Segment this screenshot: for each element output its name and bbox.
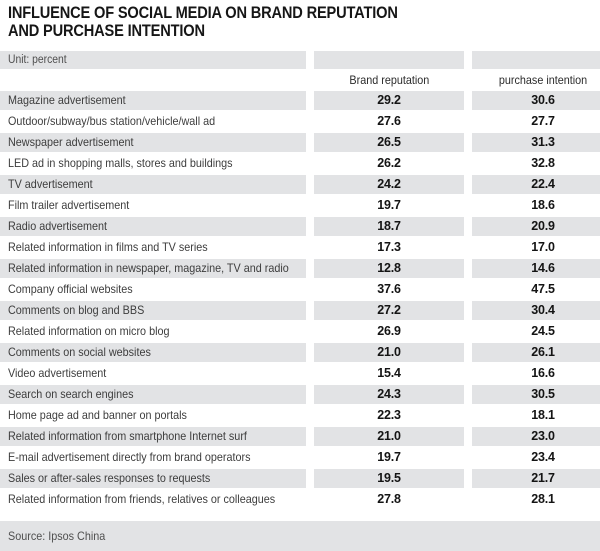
row-label [0,343,306,362]
table-row [0,133,600,152]
row-label [0,280,306,299]
row-label-text: Film trailer advertisement [8,198,130,212]
row-label-text: Radio advertisement [8,219,108,233]
table-row [0,469,600,488]
table-row [0,364,600,383]
brand-reputation-value: 15.4 [377,366,401,380]
table-row [0,385,600,404]
purchase-intention-value: 22.4 [472,175,600,194]
purchase-intention-value: 17.0 [531,240,555,254]
unit-band-segment [314,51,464,69]
row-label [0,322,306,341]
brand-reputation-value: 21.0 [314,343,464,362]
row-label-text: LED ad in shopping malls, stores and buildings [8,156,233,170]
row-label-text: Related information from smartphone Internet surf [8,429,247,443]
source-band [0,521,600,551]
unit-label: Unit: percent [8,54,67,66]
row-label-text: Related information on micro blog [8,324,170,338]
row-label-text: Newspaper advertisement [8,135,134,149]
purchase-intention-value: 28.1 [531,492,555,506]
table-row [0,343,600,362]
table-row [0,406,600,425]
row-label [0,448,306,467]
row-label-text: Company official websites [8,282,133,296]
title-line-2: AND PURCHASE INTENTION [8,21,205,40]
purchase-intention-value: 14.6 [472,259,600,278]
purchase-intention-value: 30.5 [472,385,600,404]
column-header-brand-reputation [314,69,464,91]
row-label-text: Video advertisement [8,366,107,380]
brand-reputation-value: 27.2 [314,301,464,320]
row-label-text: Outdoor/subway/bus station/vehicle/wall ad [8,114,216,128]
brand-reputation-value: 24.2 [314,175,464,194]
brand-reputation-value: 27.8 [377,492,401,506]
row-label [0,217,306,236]
row-label [0,196,306,215]
row-label-text: Sales or after-sales responses to requests [8,471,211,485]
purchase-intention-value: 30.6 [472,91,600,110]
brand-reputation-value: 26.5 [314,133,464,152]
table-row [0,448,600,467]
row-label [0,238,306,257]
row-label [0,301,306,320]
table-row [0,112,600,131]
table-row [0,175,600,194]
brand-reputation-value: 17.3 [377,240,401,254]
row-label [0,91,306,110]
brand-reputation-value: 19.5 [314,469,464,488]
purchase-intention-value: 20.9 [472,217,600,236]
purchase-intention-value: 23.0 [472,427,600,446]
column-header-row [0,69,600,91]
row-label [0,406,306,425]
row-label-text: Related information in newspaper, magazine, TV and radio [8,261,289,275]
source-label: Source: Ipsos China [8,529,106,543]
table-row [0,322,600,341]
table-row [0,196,600,215]
table-row [0,259,600,278]
row-label-text: Magazine advertisement [8,93,126,107]
purchase-intention-value: 18.6 [531,198,555,212]
purchase-intention-value: 32.8 [531,156,555,170]
row-label [0,133,306,152]
purchase-intention-value: 27.7 [531,114,555,128]
column-header-label: purchase intention [498,73,588,87]
row-label [0,259,306,278]
row-label [0,385,306,404]
purchase-intention-value: 16.6 [531,366,555,380]
row-label [0,490,306,509]
table-row [0,217,600,236]
row-label [0,427,306,446]
row-label [0,175,306,194]
unit-band [0,51,600,69]
brand-reputation-value: 29.2 [314,91,464,110]
column-header-empty [0,69,306,91]
row-label-text: Comments on social websites [8,345,151,359]
brand-reputation-value: 22.3 [377,408,401,422]
row-label-text: Comments on blog and BBS [8,303,145,317]
table-row [0,91,600,110]
brand-reputation-value: 19.7 [377,198,401,212]
table-row [0,238,600,257]
table-row [0,301,600,320]
brand-reputation-value: 27.6 [377,114,401,128]
purchase-intention-value: 24.5 [531,324,555,338]
brand-reputation-value: 37.6 [377,282,401,296]
brand-reputation-value: 26.2 [377,156,401,170]
row-label-text: E-mail advertisement directly from brand operators [8,450,251,464]
row-label-text: Related information in films and TV series [8,240,208,254]
table-rows [0,91,600,509]
purchase-intention-value: 47.5 [531,282,555,296]
brand-reputation-value: 12.8 [314,259,464,278]
unit-band-segment [472,51,600,69]
purchase-intention-value: 18.1 [531,408,555,422]
row-label [0,154,306,173]
row-label-text: Search on search engines [8,387,134,401]
column-header-purchase-intention [472,69,600,91]
brand-reputation-value: 26.9 [377,324,401,338]
table-row [0,490,600,509]
purchase-intention-value: 30.4 [472,301,600,320]
purchase-intention-value: 21.7 [472,469,600,488]
table-row [0,427,600,446]
purchase-intention-value: 26.1 [472,343,600,362]
purchase-intention-value: 23.4 [531,450,555,464]
row-label [0,364,306,383]
row-label-text: Related information from friends, relatives or colleagues [8,492,276,506]
brand-reputation-value: 18.7 [314,217,464,236]
brand-reputation-value: 21.0 [314,427,464,446]
row-label [0,112,306,131]
page-title [0,0,600,40]
row-label-text: TV advertisement [8,177,93,191]
row-label-text: Home page ad and banner on portals [8,408,187,422]
brand-reputation-value: 24.3 [314,385,464,404]
table-row [0,280,600,299]
purchase-intention-value: 31.3 [472,133,600,152]
title-line-1: INFLUENCE OF SOCIAL MEDIA ON BRAND REPUTATION [8,3,398,22]
column-header-label: Brand reputation [349,73,429,87]
brand-reputation-value: 19.7 [377,450,401,464]
unit-label-cell [0,51,306,69]
table-row [0,154,600,173]
row-label [0,469,306,488]
